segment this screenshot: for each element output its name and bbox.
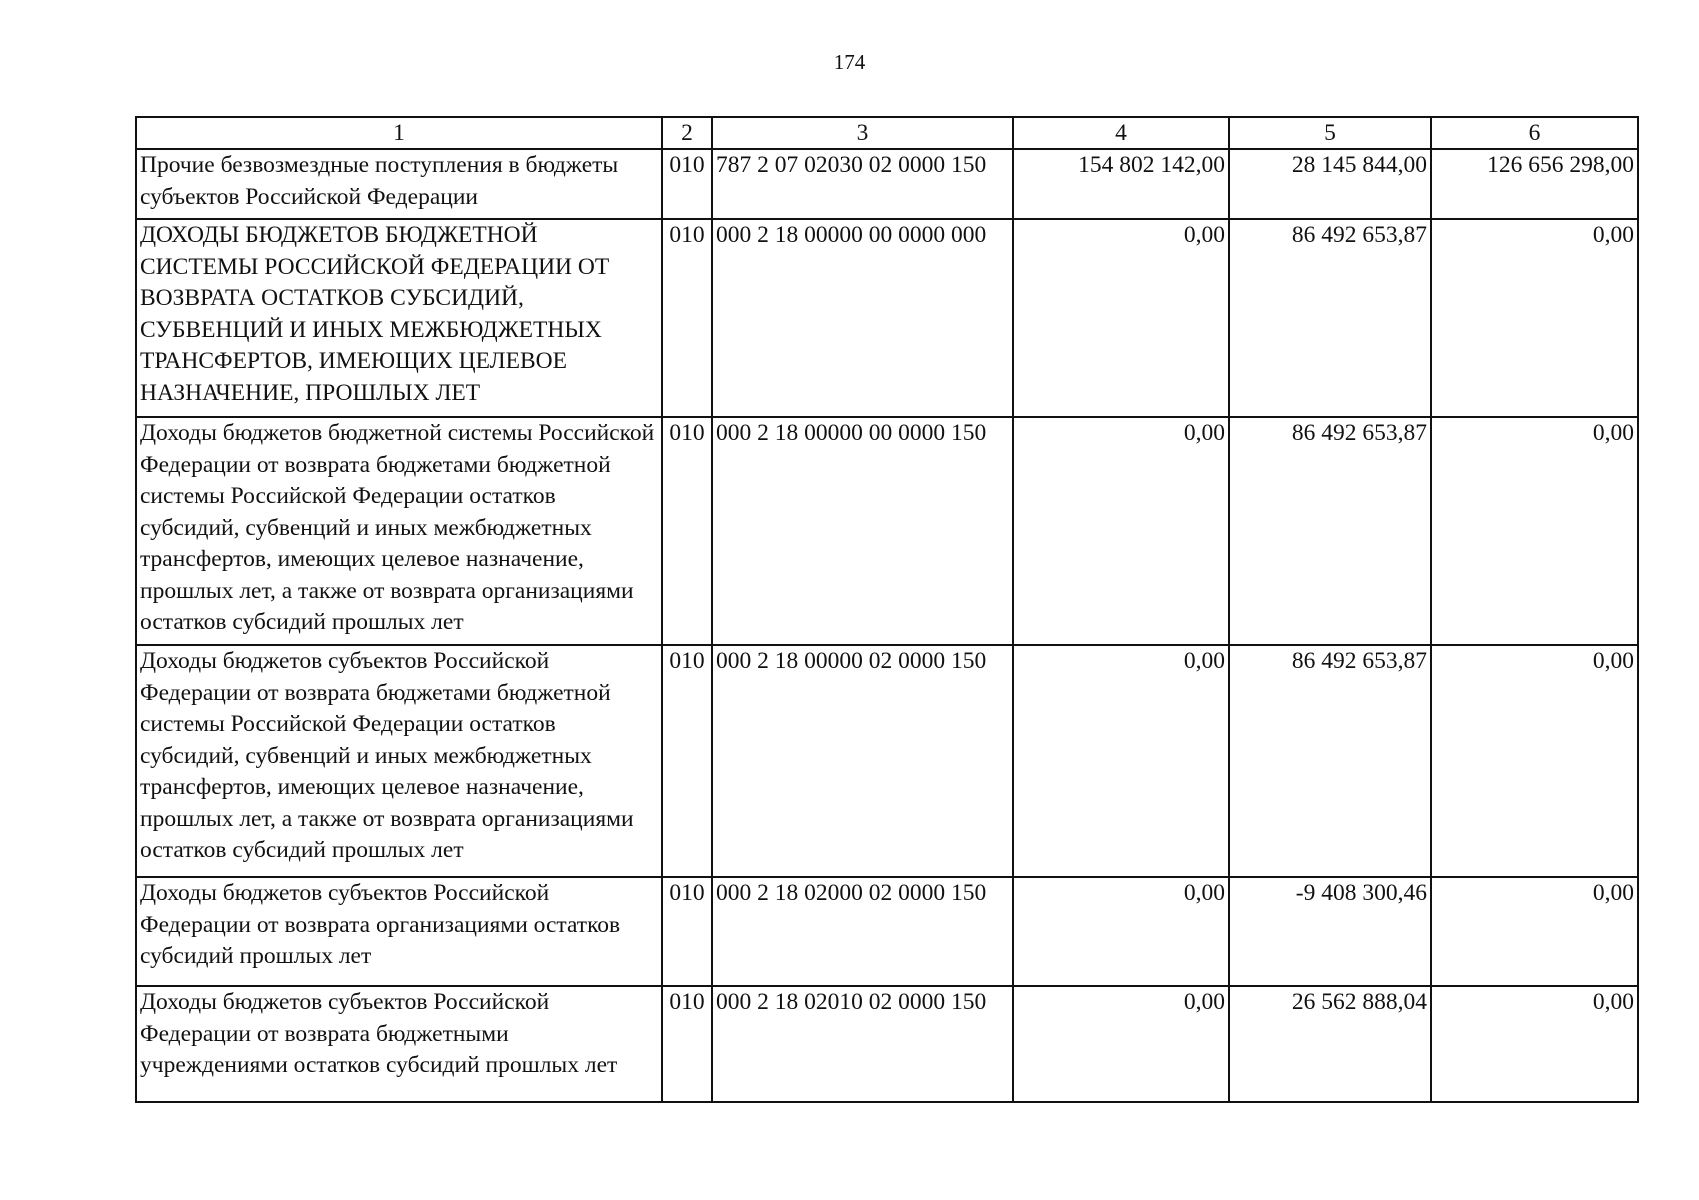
row-code-a: 010 [662,645,712,877]
header-col-3: 3 [712,117,1013,149]
row-col5-value: 86 492 653,87 [1229,219,1431,417]
header-col-2: 2 [662,117,712,149]
row-col6-value: 126 656 298,00 [1431,149,1638,219]
row-col5-value: 86 492 653,87 [1229,645,1431,877]
row-col5-value: 26 562 888,04 [1229,986,1431,1102]
row-code-b: 000 2 18 00000 02 0000 150 [712,645,1013,877]
row-code-a: 010 [662,417,712,645]
row-name: Доходы бюджетов субъектов Российской Федерации от возврата бюджетами бюджетной системы Российской Федерации остатков субсидий, субвенций и иных межбюджетных трансфертов, имеющих целевое назначение, прошлых лет, а также от возврата организациями остатков субсидий прошлых лет [136,645,662,877]
row-code-a: 010 [662,149,712,219]
row-name: Прочие безвозмездные поступления в бюджеты субъектов Российской Федерации [136,149,662,219]
table-row [136,219,1638,417]
row-col6-value: 0,00 [1431,877,1638,986]
row-col4-value: 0,00 [1013,986,1229,1102]
table-row [136,645,1638,877]
row-col4-value: 0,00 [1013,417,1229,645]
row-col4-value: 0,00 [1013,877,1229,986]
header-col-4: 4 [1013,117,1229,149]
row-name: Доходы бюджетов субъектов Российской Федерации от возврата бюджетными учреждениями остатков субсидий прошлых лет [136,986,662,1102]
table-row [136,149,1638,219]
row-col6-value: 0,00 [1431,645,1638,877]
row-col4-value: 0,00 [1013,645,1229,877]
table-row [136,986,1638,1102]
row-col6-value: 0,00 [1431,219,1638,417]
row-col6-value: 0,00 [1431,417,1638,645]
header-col-1: 1 [136,117,662,149]
row-name: ДОХОДЫ БЮДЖЕТОВ БЮДЖЕТНОЙ СИСТЕМЫ РОССИЙСКОЙ ФЕДЕРАЦИИ ОТ ВОЗВРАТА ОСТАТКОВ СУБСИДИЙ, СУБВЕНЦИЙ И ИНЫХ МЕЖБЮДЖЕТНЫХ ТРАНСФЕРТОВ, ИМЕЮЩИХ ЦЕЛЕВОЕ НАЗНАЧЕНИЕ, ПРОШЛЫХ ЛЕТ [136,219,662,417]
table-row [136,417,1638,645]
row-col6-value: 0,00 [1431,986,1638,1102]
row-code-b: 787 2 07 02030 02 0000 150 [712,149,1013,219]
row-code-a: 010 [662,986,712,1102]
row-code-a: 010 [662,877,712,986]
row-col5-value: 28 145 844,00 [1229,149,1431,219]
revenue-table [135,116,1639,1103]
row-name: Доходы бюджетов субъектов Российской Федерации от возврата организациями остатков субсидий прошлых лет [136,877,662,986]
row-col4-value: 0,00 [1013,219,1229,417]
row-code-a: 010 [662,219,712,417]
row-name: Доходы бюджетов бюджетной системы Российской Федерации от возврата бюджетами бюджетной системы Российской Федерации остатков субсидий, субвенций и иных межбюджетных трансфертов, имеющих целевое назначение, прошлых лет, а также от возврата организациями остатков субсидий прошлых лет [136,417,662,645]
table-row [136,877,1638,986]
row-code-b: 000 2 18 00000 00 0000 150 [712,417,1013,645]
row-code-b: 000 2 18 02010 02 0000 150 [712,986,1013,1102]
header-col-5: 5 [1229,117,1431,149]
row-col5-value: -9 408 300,46 [1229,877,1431,986]
row-col5-value: 86 492 653,87 [1229,417,1431,645]
row-code-b: 000 2 18 00000 00 0000 000 [712,219,1013,417]
table-header-row [136,117,1638,149]
page-number: 174 [833,50,866,74]
header-col-6: 6 [1431,117,1638,149]
row-code-b: 000 2 18 02000 02 0000 150 [712,877,1013,986]
row-col4-value: 154 802 142,00 [1013,149,1229,219]
